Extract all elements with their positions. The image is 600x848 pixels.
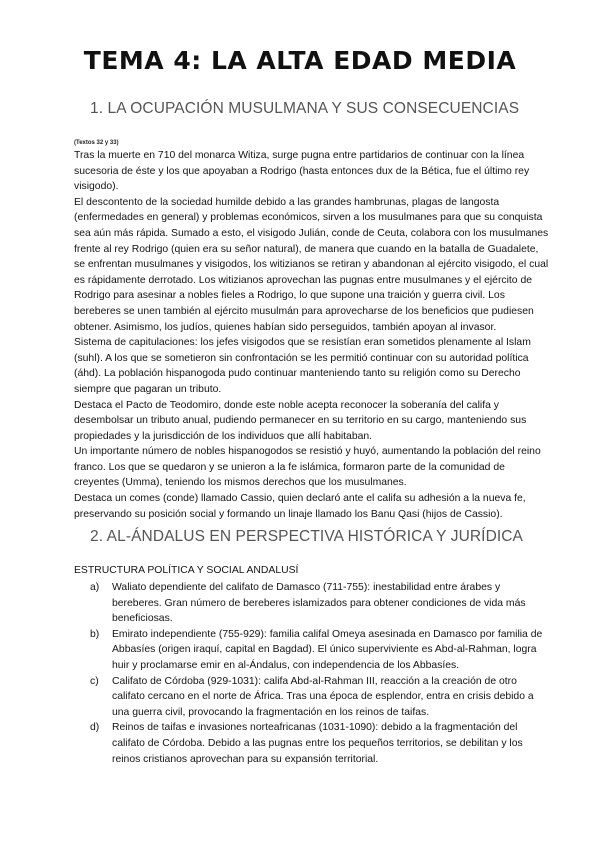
section-1-body <box>74 148 550 522</box>
list-marker: c) <box>90 675 99 687</box>
paragraph: Tras la muerte en 710 del monarca Witiza, surge pugna entre partidarios de continuar con la línea sucesoria de éste y los que apoyaban a Rodrigo (hasta entonces dux de la Bética, fue el último rey visigodo). <box>74 150 530 193</box>
section-heading-1: 1. LA OCUPACIÓN MUSULMANA Y SUS CONSECUENCIAS <box>90 100 520 117</box>
list-marker: b) <box>90 628 100 640</box>
list-item-text: Califato de Córdoba (929-1031): califa Abd-al-Rahman III, reacción a la creación de otro califato cercano en el norte de África. Tras una época de esplendor, entra en crisis debido a una guerra civil, provocando la fragmentación en los reinos de taifas. <box>112 675 534 718</box>
list-item-text: Reinos de taifas e invasiones norteafricanas (1031-1090): debido a la fragmentación del califato de Córdoba. Debido a las pugnas entre los pequeños territorios, se debilitan y los reinos cristianos aprovechan para su expansión territorial. <box>112 722 523 765</box>
paragraph: Destaca un comes (conde) llamado Cassio, quien declaró ante el califa su adhesión a la nueva fe, preservando su posición social y formando un linaje llamado los Banu Qasi (hijos de Cassio). <box>74 493 526 520</box>
paragraph: Destaca el Pacto de Teodomiro, donde este noble acepta reconocer la soberanía del califa y desembolsar un tributo anual, pudiendo permanecer en su territorio en su cargo, manteniendo sus propiedades y la jurisdicción de los individuos que allí habitaban. <box>74 399 527 442</box>
section-heading-2: 2. AL-ÁNDALUS EN PERSPECTIVA HISTÓRICA Y JURÍDICA <box>90 528 523 545</box>
page-title: TEMA 4: LA ALTA EDAD MEDIA <box>83 46 517 75</box>
source-note: (Textos 32 y 33) <box>74 140 119 146</box>
paragraph: Un importante número de nobles hispanogodos se resistió y huyó, aumentando la población del reino franco. Los que se quedaron y se unieron a la fe islámica, formaron parte de la comunidad de creyentes (Umma), teniendo los mismos derechos que los musulmanes. <box>74 446 541 489</box>
paragraph: El descontento de la sociedad humilde debido a las grandes hambrunas, plagas de langosta (enfermedades en general) y problemas económicos, sirven a los musulmanes para que su conquista sea aún más rápida. Sumado a esto, el visigodo Julián, conde de Ceuta, colabora con los musulmanes frente al rey Rodrigo (quien era su señor natural), de manera que cuando en la batalla de Guadalete, se enfrentan musulmanes y visigodos, los witizianos se retiran y abandonan al ejército visigodo, el cual es rápidamente derrotado. Los witizianos aprovechan las pugnas entre musulmanes y el ejército de Rodrigo para asesinar a nobles fieles a Rodrigo, lo que supone una traición y guerra civil. Los bereberes se unen también al ejército musulmán para aprovecharse de los beneficios que pudiesen obtener. Asimismo, los judíos, quienes habían sido perseguidos, también apoyan al invasor. <box>74 196 549 333</box>
list-item <box>90 580 550 627</box>
period-list <box>90 580 550 767</box>
list-item <box>90 720 550 767</box>
list-item <box>90 674 550 721</box>
paragraph: Sistema de capitulaciones: los jefes visigodos que se resistían eran sometidos plenamente al Islam (suhl). A los que se sometieron sin confrontación se les permitió continuar con su autoridad política (áhd). La población hispanogoda pudo continuar manteniendo tanto su religión como su Derecho siempre que pagaran un tributo. <box>74 337 531 395</box>
list-marker: a) <box>90 582 100 593</box>
list-marker: d) <box>90 722 100 734</box>
list-item <box>90 627 550 674</box>
subheading: ESTRUCTURA POLÍTICA Y SOCIAL ANDALUSÍ <box>74 565 299 576</box>
list-item-text: Waliato dependiente del califato de Damasco (711-755): inestabilidad entre árabes y bereberes. Gran número de bereberes islamizados para obtener condiciones de vida más beneficiosas. <box>112 582 526 625</box>
list-item-text: Emirato independiente (755-929): familia califal Omeya asesinada en Damasco por familia de Abbasíes (origen iraquí, capital en Bagdad). El único superviviente es Abd-al-Rahman, logra huir y proclamarse emir en al-Ándalus, con independencia de los Abbasíes. <box>112 628 543 671</box>
